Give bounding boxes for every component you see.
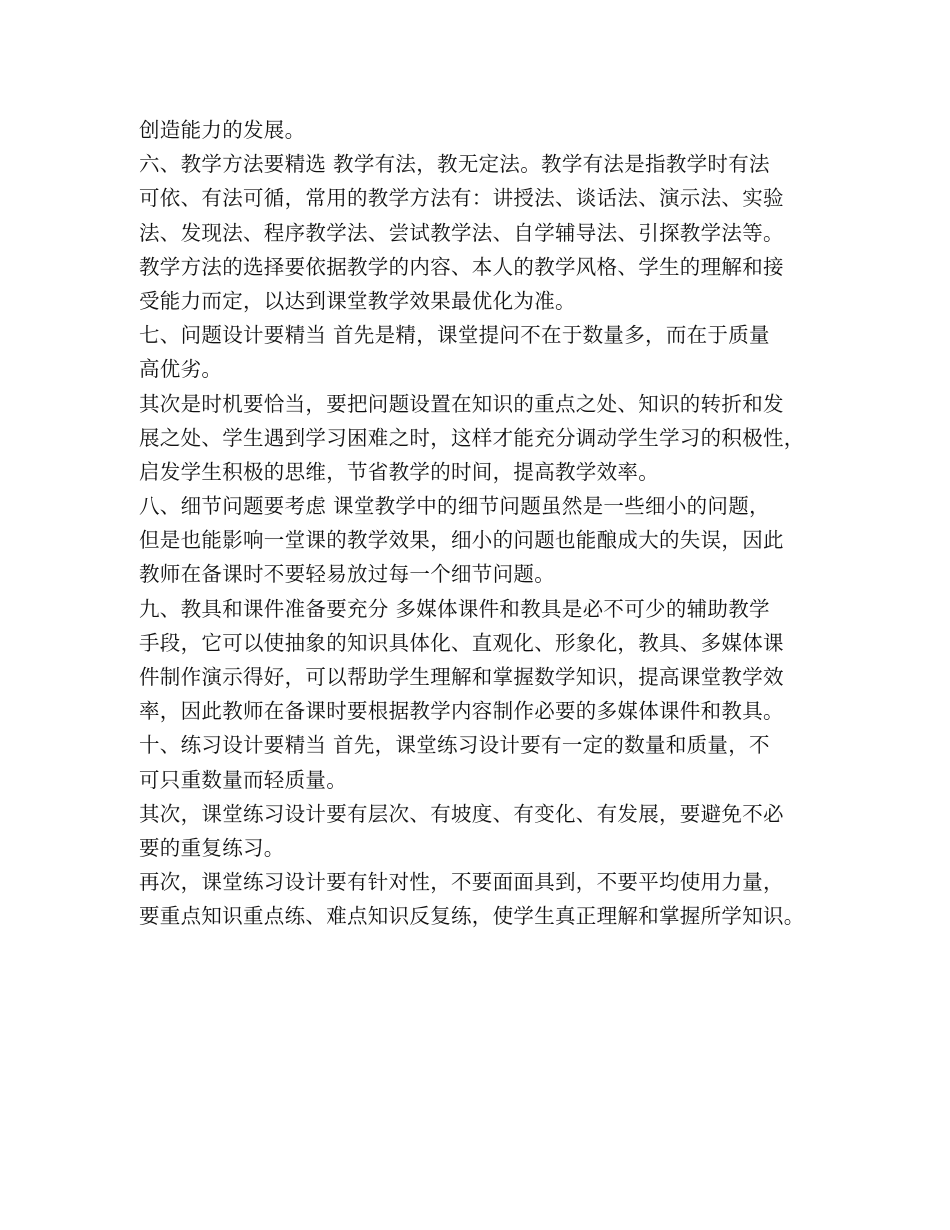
text-line: 要的重复练习。 xyxy=(139,835,285,860)
text-line: 可只重数量而轻质量。 xyxy=(139,767,347,792)
text-line: 要重点知识重点练、难点知识反复练，使学生真正理解和掌握所学知识。 xyxy=(139,904,805,929)
text-line: 法、发现法、程序教学法、尝试教学法、自学辅导法、引探教学法等。 xyxy=(139,220,784,245)
text-line: 其次是时机要恰当，要把问题设置在知识的重点之处、知识的转折和发 xyxy=(139,391,784,416)
text-line: 教学方法的选择要依据教学的内容、本人的教学风格、学生的理解和接 xyxy=(139,254,784,279)
text-line: 再次，课堂练习设计要有针对性，不要面面具到，不要平均使用力量， xyxy=(139,870,784,895)
text-line: 但是也能影响一堂课的教学效果，细小的问题也能酿成大的失误，因此 xyxy=(139,528,784,553)
text-line: 高优劣。 xyxy=(139,357,223,382)
text-line: 展之处、学生遇到学习困难之时，这样才能充分调动学生学习的积极性， xyxy=(139,425,805,450)
text-line: 可依、有法可循，常用的教学方法有：讲授法、谈话法、演示法、实验 xyxy=(139,186,784,211)
text-line: 八、细节问题要考虑 课堂教学中的细节问题虽然是一些细小的问题， xyxy=(139,494,770,519)
text-line: 率，因此教师在备课时要根据教学内容制作必要的多媒体课件和教具。 xyxy=(139,699,784,724)
text-line: 教师在备课时不要轻易放过每一个细节问题。 xyxy=(139,562,555,587)
text-line: 件制作演示得好，可以帮助学生理解和掌握数学知识，提高课堂教学效 xyxy=(139,665,784,689)
document-body xyxy=(139,113,829,934)
text-line: 手段，它可以使抽象的知识具体化、直观化、形象化，教具、多媒体课 xyxy=(139,630,784,655)
text-line: 其次，课堂练习设计要有层次、有坡度、有变化、有发展，要避免不必 xyxy=(139,801,784,826)
text-line: 九、教具和课件准备要充分 多媒体课件和教具是必不可少的辅助教学 xyxy=(139,596,770,621)
text-line: 七、问题设计要精当 首先是精，课堂提问不在于数量多，而在于质量 xyxy=(139,323,770,348)
text-line: 启发学生积极的思维，节省教学的时间，提高教学效率。 xyxy=(139,459,659,484)
text-line: 受能力而定，以达到课堂教学效果最优化为准。 xyxy=(139,288,576,313)
text-line: 十、练习设计要精当 首先，课堂练习设计要有一定的数量和质量，不 xyxy=(139,733,770,758)
text-line: 六、教学方法要精选 教学有法，教无定法。教学有法是指教学时有法 xyxy=(139,152,770,177)
text-line: 创造能力的发展。 xyxy=(139,118,306,142)
